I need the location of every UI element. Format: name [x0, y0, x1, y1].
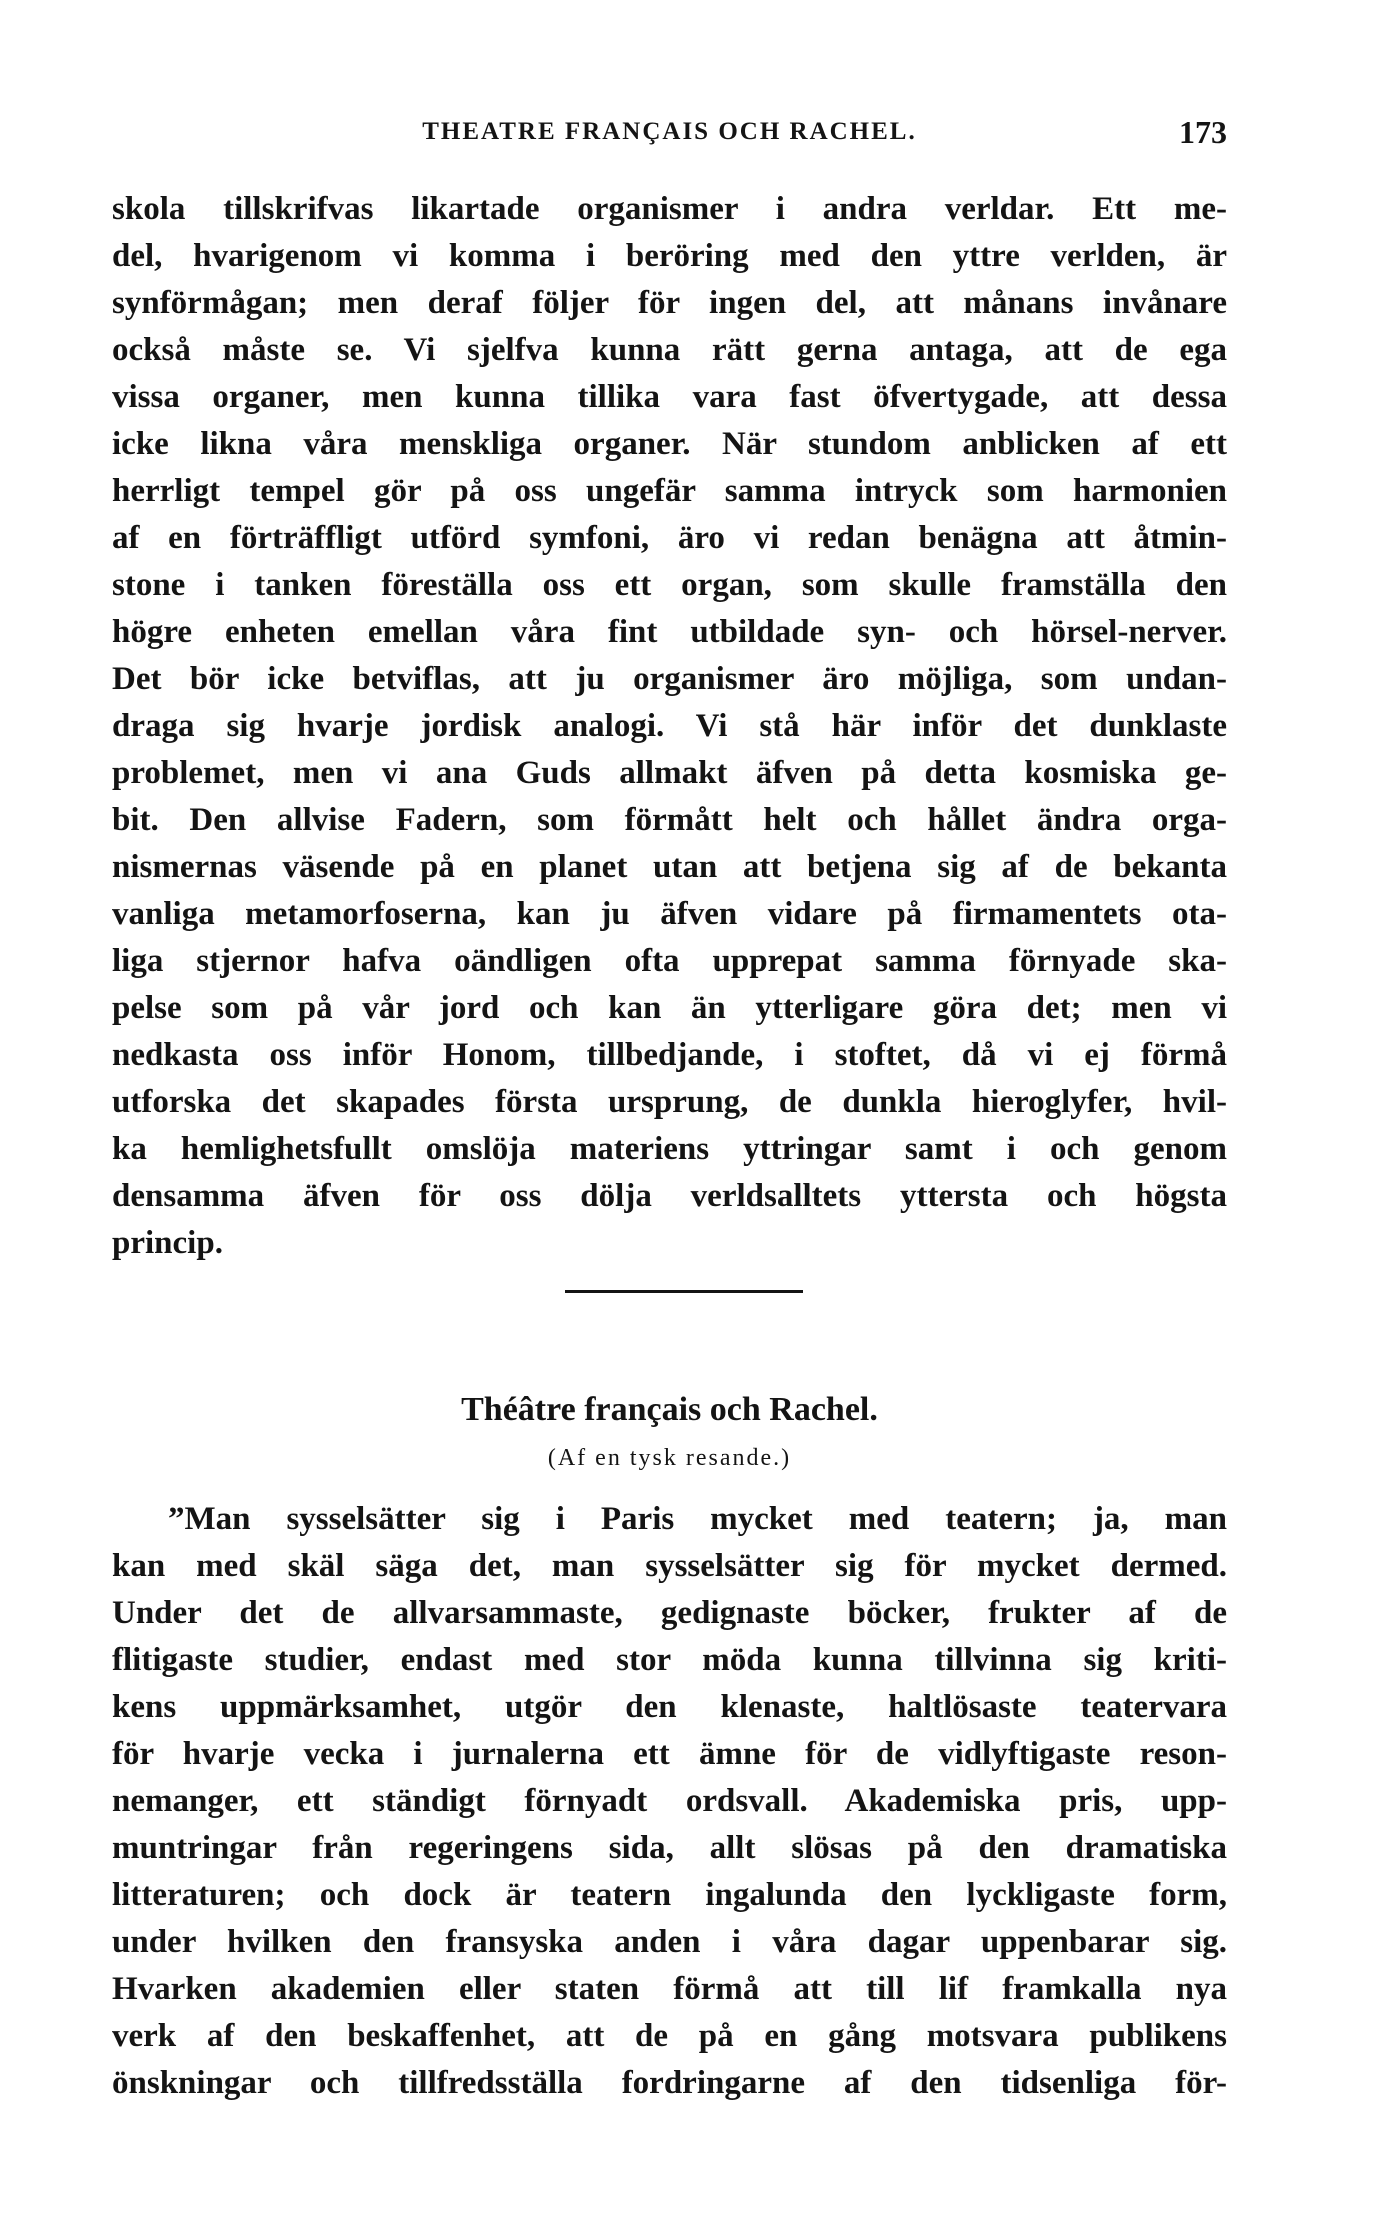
- text-line: vanliga metamorfoserna, kan ju äfven vidare på firmamentets ota-: [112, 896, 1227, 932]
- text-line: liga stjernor hafva oändligen ofta upprepat samma förnyade ska-: [112, 943, 1227, 979]
- page-number: 173: [1179, 114, 1227, 150]
- text-line: verk af den beskaffenhet, att de på en gång motsvara publikens: [112, 2018, 1227, 2054]
- text-line: kan med skäl säga det, man sysselsätter sig för mycket dermed.: [112, 1548, 1227, 1584]
- text-line: utforska det skapades första ursprung, de dunkla hieroglyfer, hvil-: [112, 1084, 1227, 1120]
- text-line: Under det de allvarsammaste, gedignaste böcker, frukter af de: [112, 1595, 1227, 1631]
- text-line: del, hvarigenom vi komma i beröring med den yttre verlden, är: [112, 238, 1227, 274]
- text-line: stone i tanken föreställa oss ett organ, som skulle framställa den: [112, 567, 1227, 603]
- article-subtitle: (Af en tysk resande.): [547, 1445, 792, 1471]
- text-line: för hvarje vecka i jurnalerna ett ämne för de vidlyftigaste reson-: [112, 1736, 1227, 1772]
- text-line: flitigaste studier, endast med stor möda kunna tillvinna sig kriti-: [112, 1642, 1227, 1678]
- text-line: densamma äfven för oss dölja verldsalltets yttersta och högsta: [112, 1178, 1227, 1214]
- text-line: problemet, men vi ana Guds allmakt äfven på detta kosmiska ge-: [112, 755, 1227, 791]
- text-line: ka hemlighetsfullt omslöja materiens yttringar samt i och genom: [112, 1131, 1227, 1167]
- text-line: nismernas väsende på en planet utan att betjena sig af de bekanta: [112, 849, 1227, 885]
- text-line: bit. Den allvise Fadern, som förmått helt och hållet ändra orga-: [112, 802, 1227, 838]
- text-line: Det bör icke betviflas, att ju organismer äro möjliga, som undan-: [112, 661, 1227, 697]
- running-head: [112, 114, 1227, 158]
- text-line: under hvilken den fransyska anden i våra dagar uppenbarar sig.: [112, 1924, 1227, 1960]
- text-line: kens uppmärksamhet, utgör den klenaste, haltlösaste teatervara: [112, 1689, 1227, 1725]
- section-divider: [565, 1290, 803, 1293]
- text-line: också måste se. Vi sjelfva kunna rätt gerna antaga, att de ega: [112, 332, 1227, 368]
- text-line: synförmågan; men deraf följer för ingen del, att månans invånare: [112, 285, 1227, 321]
- text-line: icke likna våra menskliga organer. När stundom anblicken af ett: [112, 426, 1227, 462]
- text-line: draga sig hvarje jordisk analogi. Vi stå här inför det dunklaste: [112, 708, 1227, 744]
- text-line: nedkasta oss inför Honom, tillbedjande, i stoftet, då vi ej förmå: [112, 1037, 1227, 1073]
- text-line: pelse som på vår jord och kan än ytterligare göra det; men vi: [112, 990, 1227, 1026]
- text-line: muntringar från regeringens sida, allt slösas på den dramatiska: [112, 1830, 1227, 1866]
- text-line: nemanger, ett ständigt förnyadt ordsvall. Akademiska pris, upp-: [112, 1783, 1227, 1819]
- text-line: skola tillskrifvas likartade organismer i andra verldar. Ett me-: [112, 191, 1227, 227]
- text-line: herrligt tempel gör på oss ungefär samma intryck som harmonien: [112, 473, 1227, 509]
- text-line: Hvarken akademien eller staten förmå att till lif framkalla nya: [112, 1971, 1227, 2007]
- text-line: af en förträffligt utförd symfoni, äro vi redan benägna att åtmin-: [112, 520, 1227, 556]
- text-line: ”Man sysselsätter sig i Paris mycket med teatern; ja, man: [168, 1501, 1227, 1537]
- text-line: princip.: [112, 1225, 223, 1261]
- text-line: vissa organer, men kunna tillika vara fast öfvertygade, att dessa: [112, 379, 1227, 415]
- text-line: litteraturen; och dock är teatern ingalunda den lyckligaste form,: [112, 1877, 1227, 1913]
- running-title: THEATRE FRANÇAIS OCH RACHEL.: [422, 118, 917, 145]
- text-line: önskningar och tillfredsställa fordringarne af den tidsenliga för-: [112, 2065, 1227, 2101]
- article-title: Théâtre français och Rachel.: [461, 1391, 878, 1428]
- text-line: högre enheten emellan våra fint utbildade syn- och hörsel-nerver.: [112, 614, 1227, 650]
